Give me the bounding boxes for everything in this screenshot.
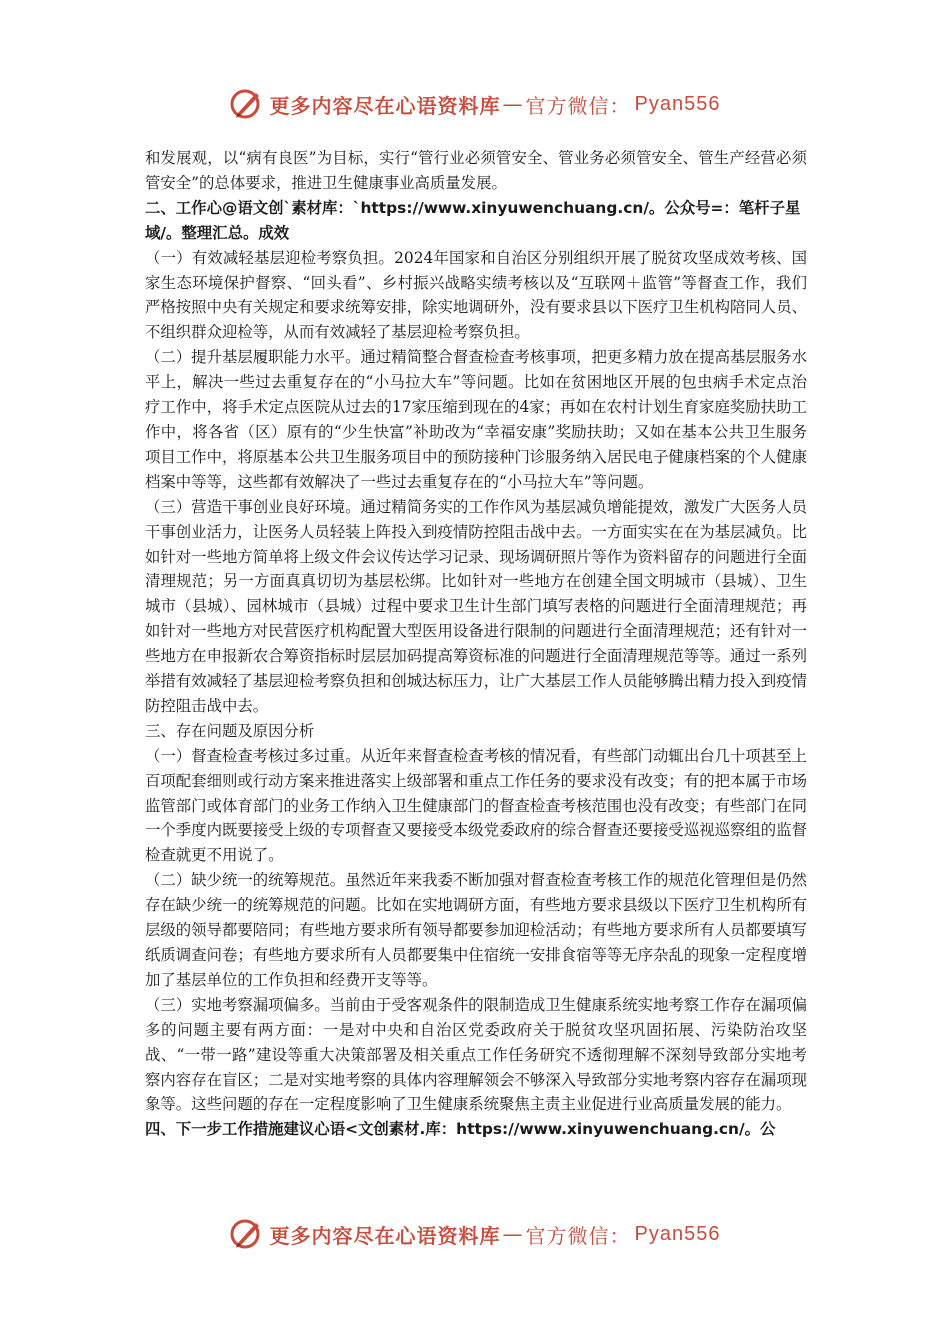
- paragraph-3-3: （三）实地考察漏项偏多。当前由于受客观条件的限制造成卫生健康系统实地考察工作存在漏项偏多的问题主要有两方面：一是对中央和自治区党委政府关于脱贫攻坚巩固拓展、污染防治攻坚战、“一带一路”建设等重大决策部署及相关重点工作任务研究不透彻理解不深刻导致部分实地考察内容存在盲区；二是对实地考察的具体内容理解领会不够深入导致部分实地考察内容存在漏项现象等。这些问题的存在一定程度影响了卫生健康系统聚焦主责主业促进行业高质量发展的能力。: [145, 995, 807, 1114]
- paragraph-2-2: （二）提升基层履职能力水平。通过精简整合督查检查考核事项，把更多精力放在提高基层服务水平上，解决一些过去重复存在的“小马拉大车”等问题。比如在贫困地区开展的包虫病手术定点治疗工作中，将手术定点医院从过去的17家压缩到现在的4家；再如在农村计划生育家庭奖励扶助工作中，将各省（区）原有的“少生快富”补助改为“幸福安康”奖励扶助；又如在基本公共卫生服务项目工作中，将原基本公共卫生服务项目中的预防接种门诊服务纳入居民电子健康档案的个人健康档案中等等，这些都有效解决了一些过去重复存在的“小马拉大车”等问题。: [145, 348, 807, 491]
- banner-wechat-handle: Pyan556: [634, 92, 721, 115]
- banner-brand-text: 更多内容尽在心语资料库: [269, 1223, 501, 1248]
- banner-wechat-label: 官方微信：: [525, 1223, 631, 1248]
- section-heading-3: 三、存在问题及原因分析: [145, 721, 315, 740]
- footer-watermark-banner: [0, 1212, 950, 1256]
- section-heading-2: 二、工作心@语文创`素材库：`https://www.xinyuwenchuang.cn/。公众号=：笔杆子星域/。整理汇总。成效: [145, 198, 801, 242]
- paragraph-2-1: （一）有效减轻基层迎检考察负担。2024年国家和自治区分别组织开展了脱贫攻坚成效考核、国家生态环境保护督察、“回头看”、乡村振兴战略实绩考核以及“互联网＋监管”等督查工作，我们严格按照中央有关规定和要求统筹安排，除实地调研外，没有要求县以下医疗卫生机构陪同人员、不组织群众迎检等，从而有效减轻了基层迎检考察负担。: [145, 248, 807, 342]
- banner-wechat-handle: Pyan556: [634, 1222, 721, 1245]
- paragraph-intro-continuation: 和发展观，以“病有良医”为目标，实行“管行业必须管安全、管业务必须管安全、管生产经营必须管安全”的总体要求，推进卫生健康事业高质量发展。: [145, 149, 807, 192]
- banner-separator: —: [502, 92, 524, 116]
- banner-wechat-label: 官方微信：: [525, 93, 631, 118]
- pen-logo-icon: [230, 87, 264, 121]
- pen-logo-icon: [230, 1217, 264, 1251]
- paragraph-3-2: （二）缺少统一的统筹规范。虽然近年来我委不断加强对督查检查考核工作的规范化管理但是仍然存在缺少统一的统筹规范的问题。比如在实地调研方面，有些地方要求县级以下医疗卫生机构所有层级的领导都要陪同；有些地方要求所有领导都要参加迎检活动；有些地方要求所有人员都要填写纸质调查问卷；有些地方要求所有人员都要集中住宿统一安排食宿等等无序杂乱的现象一定程度增加了基层单位的工作负担和经费开支等等。: [145, 871, 807, 989]
- document-body: [145, 146, 807, 1142]
- banner-separator: —: [502, 1222, 524, 1246]
- banner-brand-text: 更多内容尽在心语资料库: [269, 93, 501, 118]
- header-watermark-banner: [0, 82, 950, 126]
- section-heading-4: 四、下一步工作措施建议心语<文创素材.库：https://www.xinyuwenchuang.cn/。公: [145, 1120, 776, 1139]
- paragraph-3-1: （一）督查检查考核过多过重。从近年来督查检查考核的情况看，有些部门动辄出台几十项甚至上百项配套细则或行动方案来推进落实上级部署和重点工作任务的要求没有改变；有的把本属于市场监管部门或体育部门的业务工作纳入卫生健康部门的督查检查考核范围也没有改变；有些部门在同一个季度内既要接受上级的专项督查又要接受本级党委政府的综合督查还要接受巡视巡察组的监督检查就更不用说了。: [145, 746, 807, 865]
- paragraph-2-3: （三）营造干事创业良好环境。通过精简务实的工作作风为基层减负增能提效，激发广大医务人员干事创业活力，让医务人员轻装上阵投入到疫情防控阻击战中去。一方面实实在在为基层减负。比如针对一些地方简单将上级文件会议传达学习记录、现场调研照片等作为资料留存的问题进行全面清理规范；另一方面真真切切为基层松绑。比如针对一些地方在创建全国文明城市（县城）、卫生城市（县城）、园林城市（县城）过程中要求卫生计生部门填写表格的问题进行全面清理规范；再如针对一些地方对民营医疗机构配置大型医用设备进行限制的问题进行全面清理规范；还有针对一些地方在申报新农合筹资指标时层层加码提高筹资标准的问题进行全面清理规范等等。通过一系列举措有效减轻了基层迎检考察负担和创城达标压力，让广大基层工作人员能够腾出精力投入到疫情防控阻击战中去。: [145, 497, 807, 715]
